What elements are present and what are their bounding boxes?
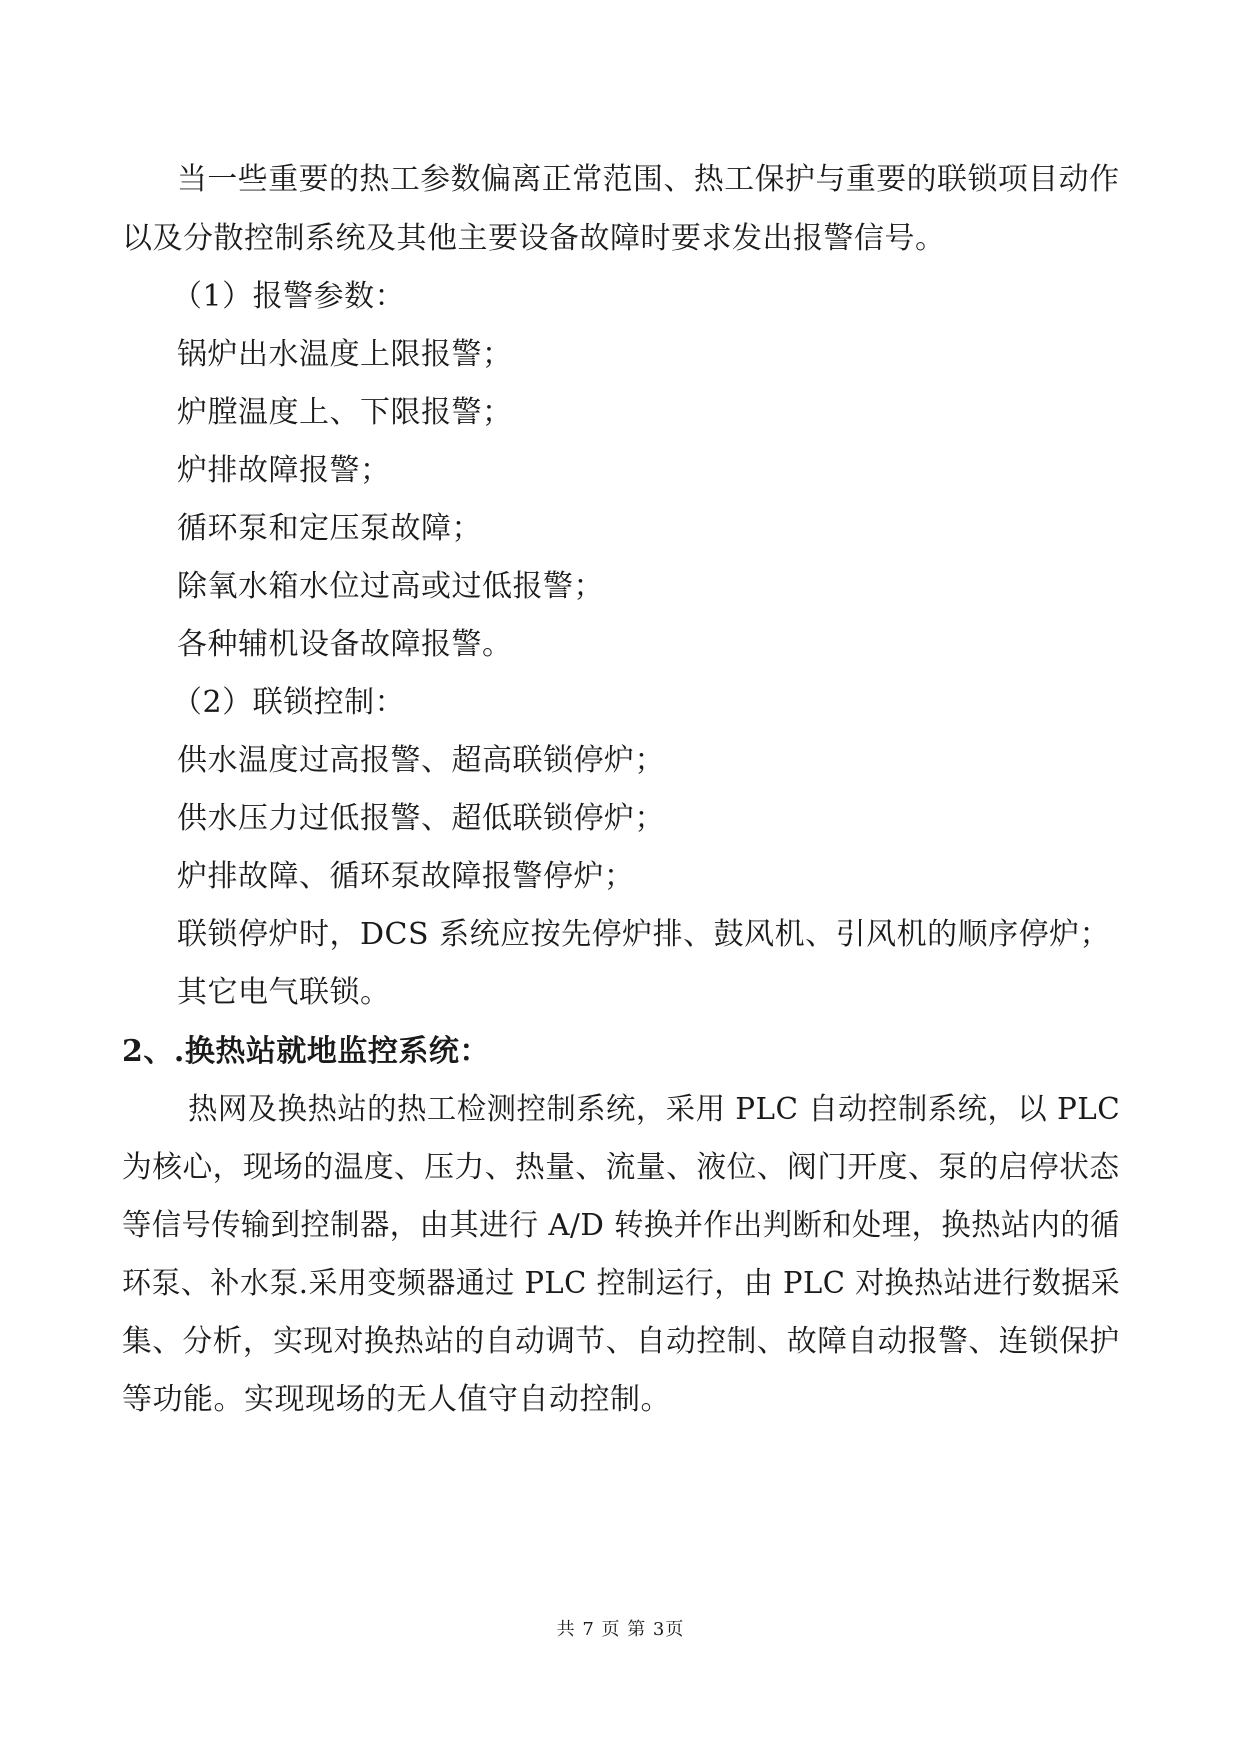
list-item: 联锁停炉时，DCS 系统应按先停炉排、鼓风机、引风机的顺序停炉； [177,917,1111,952]
list-item: 其它电气联锁。 [177,975,391,1010]
paragraph-line: 热网及换热站的热工检测控制系统，采用 PLC 自动控制系统，以 PLC [188,1092,1121,1127]
list-item: 除氧水箱水位过高或过低报警； [177,569,604,604]
list-item: 锅炉出水温度上限报警； [177,337,513,372]
list-item: 炉排故障报警； [177,453,391,488]
paragraph-line: 以及分散控制系统及其他主要设备故障时要求发出报警信号。 [122,221,946,256]
list-item: 炉排故障、循环泵故障报警停炉； [177,859,635,894]
page-footer: 共 7 页 第 3页 [556,1619,685,1640]
alarm-params-title: （1）报警参数： [172,279,406,314]
paragraph-line: 当一些重要的热工参数偏离正常范围、热工保护与重要的联锁项目动作 [177,162,1120,197]
list-item: 供水压力过低报警、超低联锁停炉； [177,801,665,836]
list-item: 各种辅机设备故障报警。 [177,627,513,662]
list-item: 供水温度过高报警、超高联锁停炉； [177,743,665,778]
paragraph-line: 等功能。实现现场的无人值守自动控制。 [122,1382,671,1417]
interlock-control-title: （2）联锁控制： [172,685,406,720]
paragraph-line: 等信号传输到控制器，由其进行 A/D 转换并作出判断和处理，换热站内的循 [122,1208,1120,1243]
section-heading: 2、.换热站就地监控系统： [122,1034,490,1069]
paragraph-line: 集、分析，实现对换热站的自动调节、自动控制、故障自动报警、连锁保护 [122,1324,1120,1359]
list-item: 炉膛温度上、下限报警； [177,395,513,430]
paragraph-line: 环泵、补水泵.采用变频器通过 PLC 控制运行，由 PLC 对换热站进行数据采 [122,1266,1121,1301]
paragraph-line: 为核心，现场的温度、压力、热量、流量、液位、阀门开度、泵的启停状态 [122,1150,1120,1185]
list-item: 循环泵和定压泵故障； [177,511,482,546]
